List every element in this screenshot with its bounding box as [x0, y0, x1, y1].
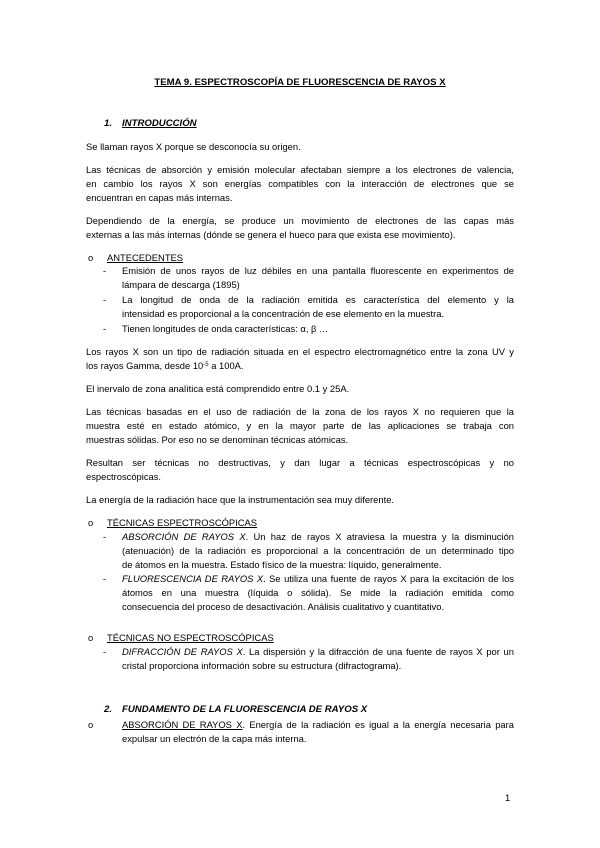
paragraph-origin: Se llaman rayos X porque se desconocía su origen.	[86, 141, 301, 152]
circle-bullet-icon: o	[88, 252, 94, 263]
dash-bullet-icon: -	[103, 646, 107, 657]
paragraph-techniques: Las técnicas basadas en el uso de radiación de la zona de los rayos X no requieren que la muestra esté en estado atómico, y en la mayor parte de las aplicaciones se trabaja con muestras sólidas. Por eso no se denominan técnicas atómicas.	[86, 406, 514, 445]
document-title: TEMA 9. ESPECTROSCOPÍA DE FLUORESCENCIA DE RAYOS X	[154, 77, 446, 88]
section-1-number: 1.	[104, 118, 113, 129]
circle-bullet-icon: o	[88, 517, 94, 528]
section-2-number: 2.	[104, 704, 113, 715]
paragraph-instrumentation: La energía de la radiación hace que la instrumentación sea muy diferente.	[86, 494, 395, 505]
paragraph-non-destructive: Resultan ser técnicas no destructivas, y dan lugar a técnicas espectroscópicas y no espectroscópicas.	[86, 457, 514, 482]
document-page: TEMA 9. ESPECTROSCOPÍA DE FLUORESCENCIA DE RAYOS X 1. INTRODUCCIÓN Se llaman rayos X porque se desconocía su origen. Las técnicas de absorción y emisión molecular afectaban siempre a los electrones de valencia, en cambio los rayos X son energías compatibles con la interacción de electrones que se encuentran en capas más internas. Dependiendo de la energía, se produce un movimiento de electrones de las capas más externas a las más internas (dónde se genera el hueco para que exista ese movimiento). o ANTECEDENTES - Emisión de unos rayos de luz débiles en una pantalla fluorescente en experimentos de lámpara de descarga (1895) - La longitud de onda de la radiación emitida es característica del elemento y la intensidad es proporcional a la concentración de ese elemento en la muestra. - Tienen longitudes de onda características: α, β … Los rayos X son un tipo de radiación situada en el espectro electromagnético entre la zona UV y los rayos Gamma, desde $10^{-5}$ a 100A. El inervalo de zona analítica está comprendido entre 0.1 y 25A. Las técnicas basadas en el uso de radiación de la zona de los rayos X no requieren que la muestra esté en estado atómico, y en la mayor parte de las aplicaciones se trabaja con muestras sólidas. Por eso no se denominan técnicas atómicas. Resultan ser técnicas no destructivas, y dan lugar a técnicas espectroscópicas y no espectroscópicas. La energía de la radiación hace que la instrumentación sea muy diferente. o TÉCNICAS ESPECTROSCÓPICAS - ABSORCIÓN DE RAYOS X. Un haz de rayos X atraviesa la muestra y la disminución (atenuación) de la radiación es proporcional a la concentración de un determinado tipo de átomos en la muestra. Estado físico de la muestra: líquido, generalmente. - FLUORESCENCIA DE RAYOS X. Se utiliza una fuente de rayos X para la excitación de los átomos en una muestra (líquida o sólida). Se mide la radiación emitida como consecuencia del proceso de desactivación. Análisis cualitativo y cuantitativo. o TÉCNICAS NO ESPECTROSCÓPICAS - DIFRACCIÓN DE RAYOS X. La dispersión y la difracción de una fuente de rayos X por un cristal proporciona información sobre su estructura (difractograma). 2. FUNDAMENTO DE LA FLUORESCENCIA DE RAYOS X o ABSORCIÓN DE RAYOS X. Energía de la radiación es igual a la energía necesaria para expulsar un electrón de la capa más interna. 1	[0, 0, 600, 848]
circle-bullet-icon: o	[88, 632, 94, 643]
dash-bullet-icon: -	[103, 323, 107, 334]
section-1-title: INTRODUCCIÓN	[122, 118, 197, 129]
circle-bullet-icon: o	[88, 719, 94, 730]
dash-bullet-icon: -	[103, 294, 107, 305]
page-number: 1	[505, 792, 511, 803]
dash-bullet-icon: -	[103, 265, 107, 276]
paragraph-energy: Dependiendo de la energía, se produce un movimiento de electrones de las capas más externas a las más internas (dónde se genera el hueco para que exista ese movimiento).	[86, 215, 514, 240]
dash-bullet-icon: -	[103, 573, 107, 584]
dash-bullet-icon: -	[103, 531, 107, 542]
paragraph-interval: El inervalo de zona analítica está comprendido entre 0.1 y 25A.	[86, 383, 350, 394]
section-2-title: FUNDAMENTO DE LA FLUORESCENCIA DE RAYOS X	[122, 704, 368, 715]
paragraph-valence: Las técnicas de absorción y emisión molecular afectaban siempre a los electrones de valencia, en cambio los rayos X son energías compatibles con la interacción de electrones que se encuentran en capas más internas.	[86, 164, 514, 203]
paragraph-spectrum: Los rayos X son un tipo de radiación situada en el espectro electromagnético entre la zona UV y los rayos Gamma, desde $10^{-5}$ a 100A.	[86, 346, 514, 371]
